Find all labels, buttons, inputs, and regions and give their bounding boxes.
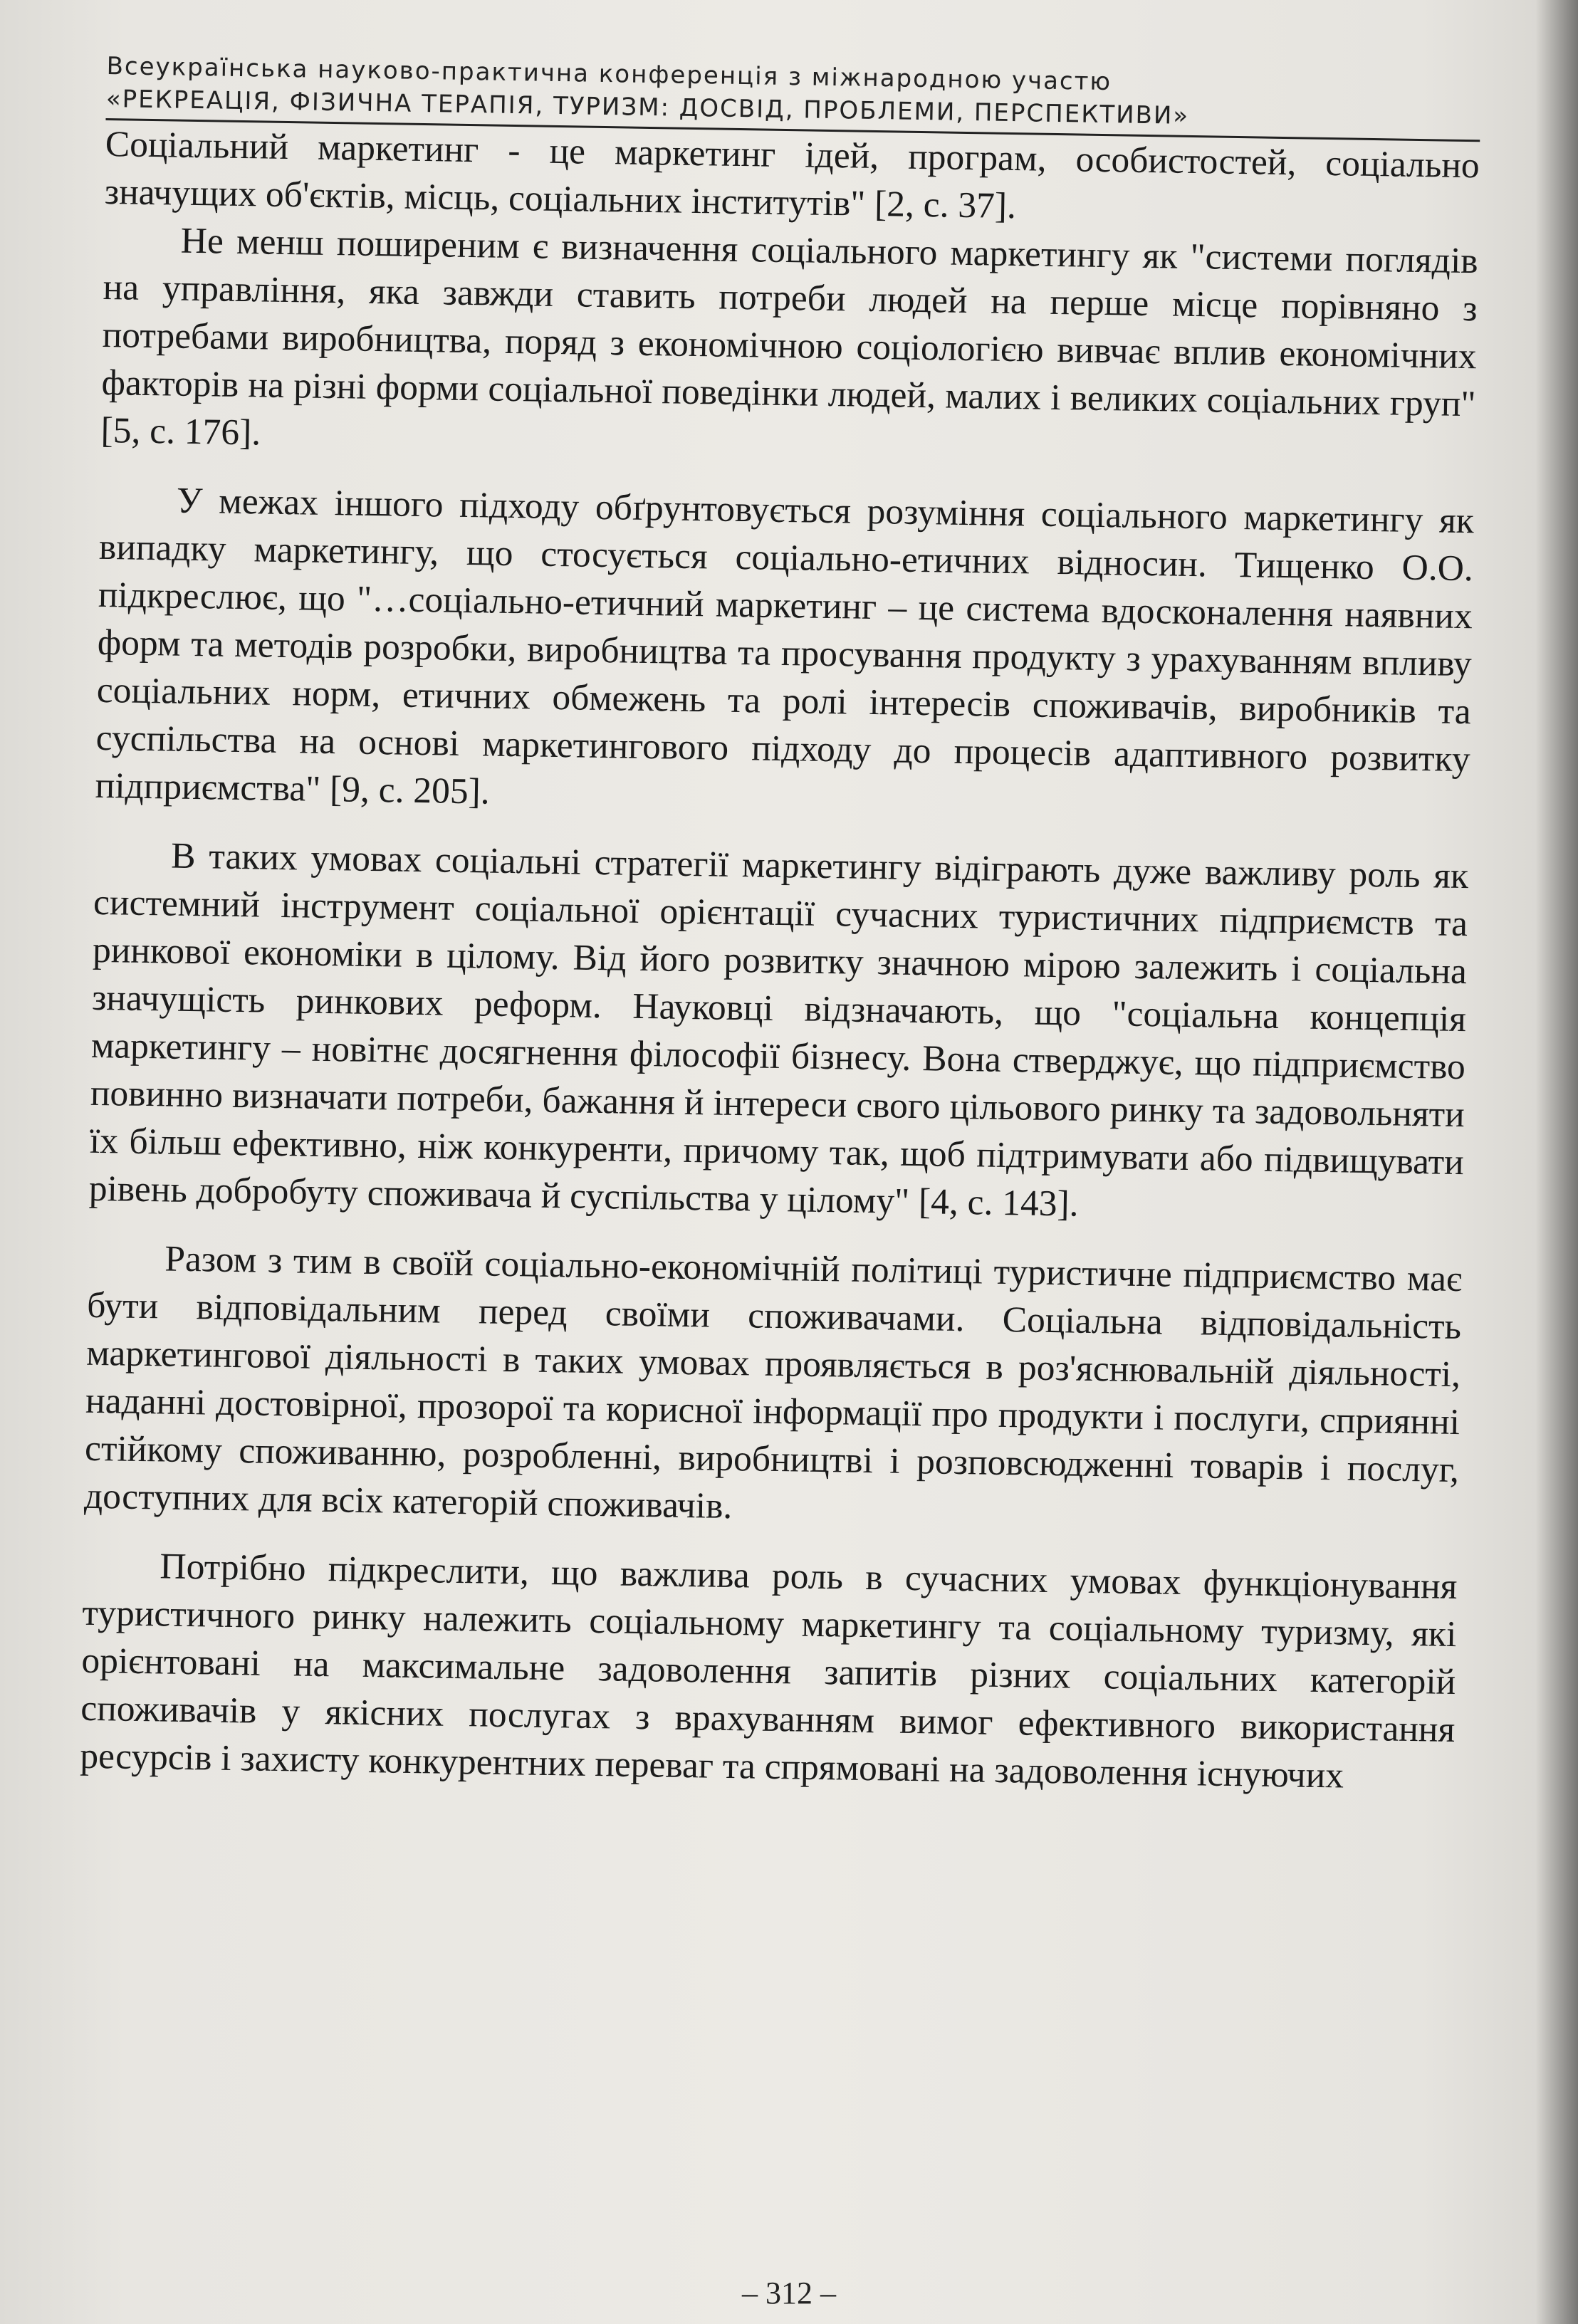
header-conference-title: Всеукраїнська науково-практична конференція з міжнародною участю <box>106 51 1112 97</box>
header-conference-theme: «РЕКРЕАЦІЯ, ФІЗИЧНА ТЕРАПІЯ, ТУРИЗМ: ДОСВІД, ПРОБЛЕМИ, ПЕРСПЕКТИВИ» <box>105 84 1190 130</box>
paragraph-3: У межах іншого підходу обґрунтовується розуміння соціального маркетингу як випадку маркетингу, що стосується соціально-етичних відносин. Тищенко О.О. підкреслює, що "…соціально-етичний маркетинг – це система вдосконалення наявних форм та методів розробки, виробництва та просування продукту з урахуванням впливу соціальних норм, етичних обмежень та ролі інтересів споживачів, виробників та суспільства на основі маркетингового підходу до процесів адаптивного розвитку підприємства" [9, с. 205]. <box>95 480 1475 812</box>
page-number: – 312 – <box>742 2276 836 2310</box>
paragraph-4: В таких умовах соціальні стратегії маркетингу відіграють дуже важливу роль як системний інструмент соціальної орієнтації сучасних туристичних підприємств та ринкової економіки в цілому. Від його розвитку значною мірою залежить і соціальна значущість ринкових реформ. Науковці відзначають, що "соціальна концепція маркетингу – новітнє досягнення філософії бізнесу. Вона стверджує, що підприємство повинно визначати потреби, бажання й інтереси свого цільового ринку та задовольняти їх більш ефективно, ніж конкуренти, причому так, щоб підтримувати або підвищувати рівень добробуту споживача й суспільства у цілому" [4, с. 143]. <box>88 835 1469 1225</box>
page-edge-shadow <box>1535 0 1578 2324</box>
paragraph-1: Соціальний маркетинг - це маркетинг ідей, програм, особистостей, соціально значущих об'єктів, місць, соціальних інститутів" [2, с. 37]. <box>104 123 1480 227</box>
paragraph-2: Не менш поширеним є визначення соціального маркетингу як "системи поглядів на управління, яка завжди ставить потреби людей на перше місце порівняно з потребами виробництва, поряд з економічною соціологією вивчає вплив економічних факторів на різні форми соціальної поведінки людей, малих і великих соціальних груп" [5, с. 176]. <box>100 220 1479 454</box>
paragraph-6: Потрібно підкреслити, що важлива роль в сучасних умовах функціонування туристичного ринку належить соціальному маркетингу та соціальному туризму, які орієнтовані на максимальне задоволення запитів різних соціальних категорій споживачів у якісних послугах з врахуванням вимог ефективного використання ресурсів і захисту конкурентних переваг та спрямовані на задоволення існуючих <box>79 1546 1458 1796</box>
page-content <box>80 50 1481 1801</box>
paragraph-5: Разом з тим в своїй соціально-економічній політиці туристичне підприємство має бути відповідальним перед своїми споживачами. Соціальна відповідальність маркетингової діяльності в таких умовах проявляється в роз'яснювальній діяльності, наданні достовірної, прозорої та корисної інформації про продукти і послуги, сприянні стійкому споживанню, розробленні, виробництві і розповсюдженні товарів і послуг, доступних для всіх категорій споживачів. <box>83 1238 1463 1527</box>
article-body <box>80 120 1480 1801</box>
